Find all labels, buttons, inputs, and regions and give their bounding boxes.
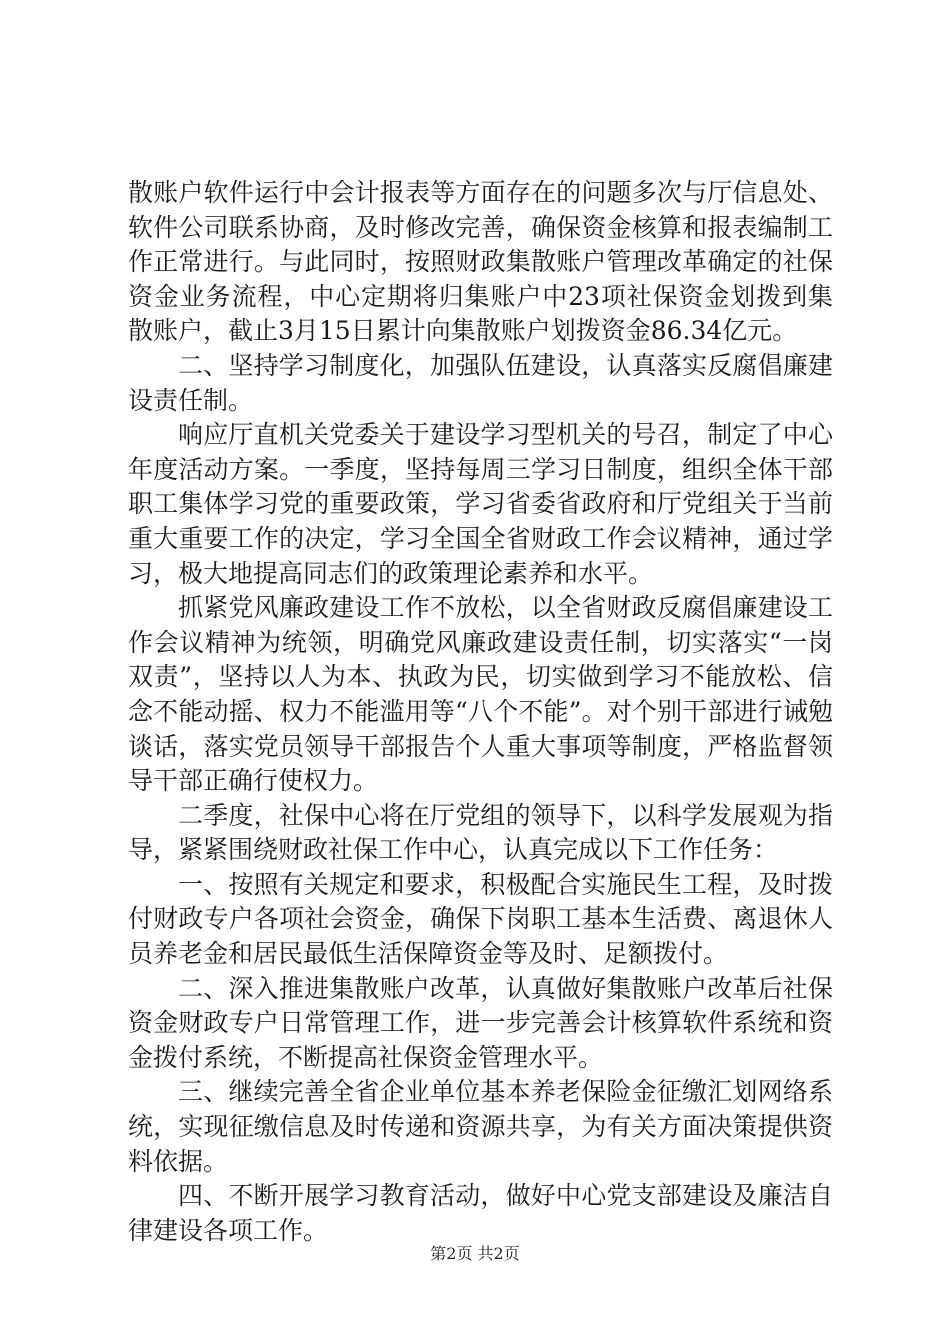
page-number-footer: 第2页 共2页 <box>430 1244 520 1263</box>
paragraph-1: 散账户软件运行中会计报表等方面存在的问题多次与厅信息处、软件公司联系协商，及时修改完善，确保资金核算和报表编制工作正常进行。与此同时，按照财政集散账户管理改革确定的社保资金业务流程，中心定期将归集账户中23项社保资金划拨到集散账户，截止3月15日累计向集散账户划拨资金86.34亿元。 <box>128 178 833 346</box>
paragraph-5: 二季度，社保中心将在厅党组的领导下，以科学发展观为指导，紧紧围绕财政社保工作中心，认真完成以下工作任务： <box>128 800 833 865</box>
paragraph-3: 响应厅直机关党委关于建设学习型机关的号召，制定了中心年度活动方案。一季度，坚持每周三学习日制度，组织全体干部职工集体学习党的重要政策，学习省委省政府和厅党组关于当前重大重要工作的决定，学习全国全省财政工作会议精神，通过学习，极大地提高同志们的政策理论素养和水平。 <box>128 420 833 588</box>
paragraph-8: 三、继续完善全省企业单位基本养老保险金征缴汇划网络系统，实现征缴信息及时传递和资源共享，为有关方面决策提供资料依据。 <box>128 1077 833 1176</box>
paragraph-6: 一、按照有关规定和要求，积极配合实施民生工程，及时拨付财政专户各项社会资金，确保下岗职工基本生活费、离退休人员养老金和居民最低生活保障资金等及时、足额拨付。 <box>128 869 833 969</box>
paragraph-2: 二、坚持学习制度化，加强队伍建设，认真落实反腐倡廉建设责任制。 <box>128 350 833 415</box>
paragraph-7: 二、深入推进集散账户改革，认真做好集散账户改革后社保资金财政专户日常管理工作，进一步完善会计核算软件系统和资金拨付系统，不断提高社保资金管理水平。 <box>128 973 833 1072</box>
paragraph-9: 四、不断开展学习教育活动，做好中心党支部建设及廉洁自律建设各项工作。 <box>128 1181 833 1245</box>
document-body <box>128 176 833 1248</box>
paragraph-4: 抓紧党风廉政建设工作不放松，以全省财政反腐倡廉建设工作会议精神为统领，明确党风廉政建设责任制，切实落实“一岗双责”，坚持以人为本、执政为民，切实做到学习不能放松、信念不能动摇、权力不能滥用等“八个不能”。对个别干部进行诫勉谈话，落实党员领导干部报告个人重大事项等制度，严格监督领导干部正确行使权力。 <box>128 593 833 796</box>
